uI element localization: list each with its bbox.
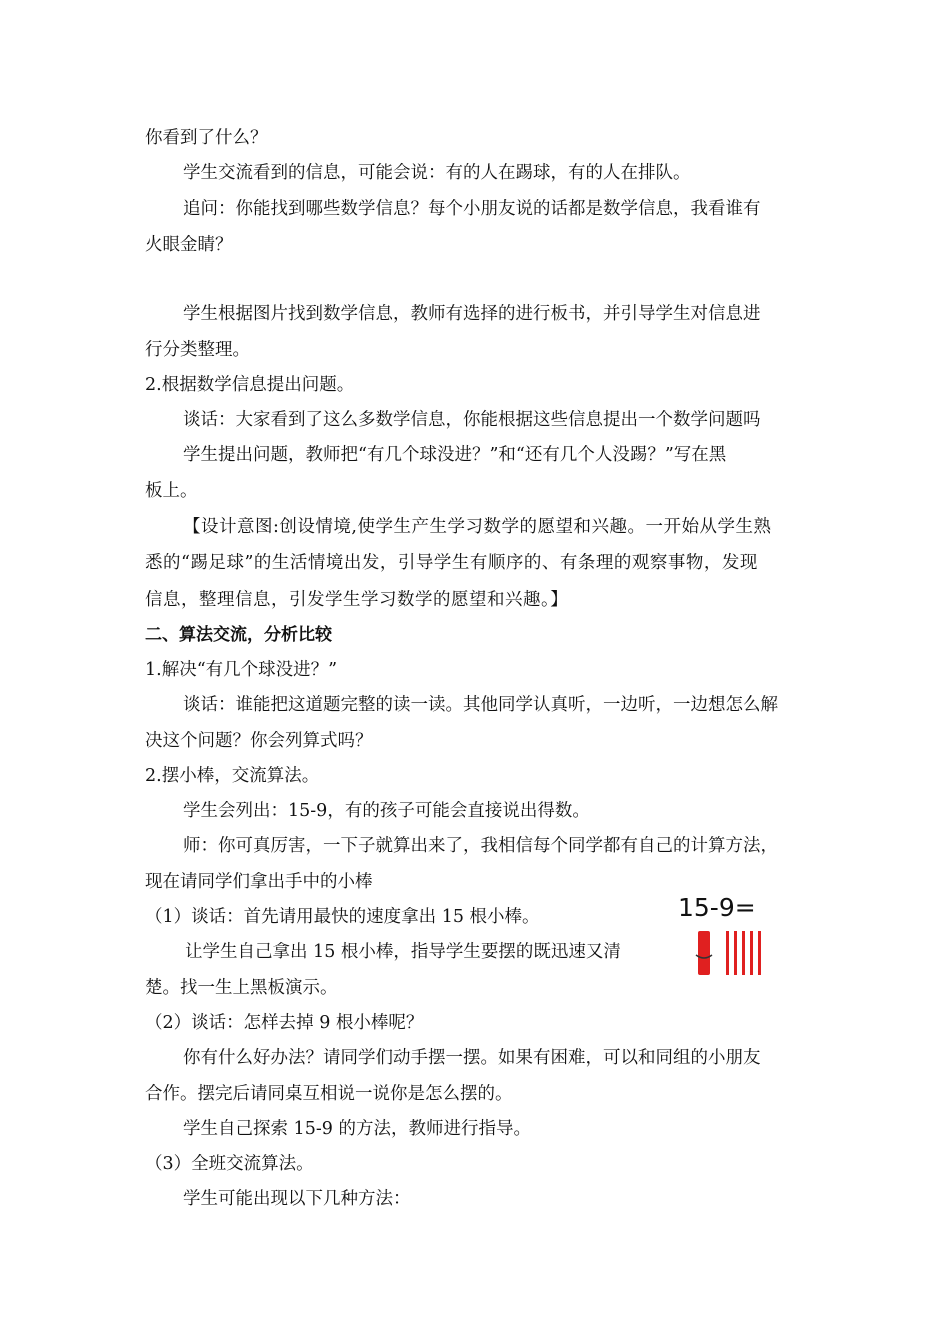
design-intent-line: 【设计意图:创设情境,使学生产生学习数学的愿望和兴趣。一开始从学生熟 xyxy=(183,517,772,537)
paragraph-line: 楚。找一生上黑板演示。 xyxy=(145,978,338,998)
paragraph-line: 学生可能出现以下几种方法： xyxy=(183,1189,411,1209)
single-stick xyxy=(726,931,729,975)
step-line: （3）全班交流算法。 xyxy=(145,1154,314,1174)
section-heading: 二、算法交流，分析比较 xyxy=(145,625,332,645)
paragraph-line: 谈话：大家看到了这么多数学信息，你能根据这些信息提出一个数学问题吗 xyxy=(183,410,761,430)
paragraph-line: 合作。摆完后请同桌互相说一说你是怎么摆的。 xyxy=(145,1084,513,1104)
paragraph-line: 学生根据图片找到数学信息，教师有选择的进行板书，并引导学生对信息进 xyxy=(183,304,761,324)
single-stick xyxy=(742,931,745,975)
paragraph-line: 谈话：谁能把这道题完整的读一读。其他同学认真听，一边听，一边想怎么解 xyxy=(183,695,778,715)
section-item: 2.摆小棒，交流算法。 xyxy=(145,766,320,786)
paragraph-line: 学生会列出：15-9，有的孩子可能会直接说出得数。 xyxy=(183,801,590,821)
single-stick xyxy=(734,931,737,975)
section-item: 2.根据数学信息提出问题。 xyxy=(145,375,355,395)
single-stick xyxy=(758,931,761,975)
paragraph-line: 你看到了什么？ xyxy=(145,128,268,148)
paragraph-line: 学生交流看到的信息，可能会说：有的人在踢球，有的人在排队。 xyxy=(183,163,691,183)
single-stick xyxy=(750,931,753,975)
paragraph-line: 你有什么好办法？请同学们动手摆一摆。如果有困难，可以和同组的小朋友 xyxy=(183,1048,761,1068)
paragraph-line: 行分类整理。 xyxy=(145,340,250,360)
paragraph-line: 追问：你能找到哪些数学信息？每个小朋友说的话都是数学信息，我看谁有 xyxy=(183,199,761,219)
design-intent-line: 信息，整理信息，引发学生学习数学的愿望和兴趣。】 xyxy=(145,590,569,610)
step-line: （2）谈话：怎样去掉 9 根小棒呢？ xyxy=(145,1013,424,1033)
paragraph-line: 师：你可真厉害，一下子就算出来了，我相信每个同学都有自己的计算方法， xyxy=(183,836,778,856)
design-intent-line: 悉的“踢足球”的生活情境出发，引导学生有顺序的、有条理的观察事物，发现 xyxy=(145,553,758,573)
paragraph-line: 板上。 xyxy=(145,481,198,501)
stick-bundle xyxy=(698,931,710,975)
paragraph-line: 让学生自己拿出 15 根小棒，指导学生要摆的既迅速又清 xyxy=(185,942,621,962)
paragraph-line: 现在请同学们拿出手中的小棒 xyxy=(145,872,373,892)
paragraph-line: 学生自己探索 15-9 的方法，教师进行指导。 xyxy=(183,1119,531,1139)
sticks-illustration xyxy=(678,893,778,983)
paragraph-line: 决这个问题？你会列算式吗？ xyxy=(145,731,373,751)
paragraph-line: 火眼金睛？ xyxy=(145,235,233,255)
step-line: （1）谈话：首先请用最快的速度拿出 15 根小棒。 xyxy=(145,907,540,927)
sticks-figure xyxy=(678,893,778,983)
paragraph-line: 学生提出问题，教师把“有几个球没进？”和“还有几个人没踢？”写在黑 xyxy=(183,445,727,465)
equation-label: 15-9= xyxy=(678,893,756,922)
section-item: 1.解决“有几个球没进？” xyxy=(145,660,338,680)
